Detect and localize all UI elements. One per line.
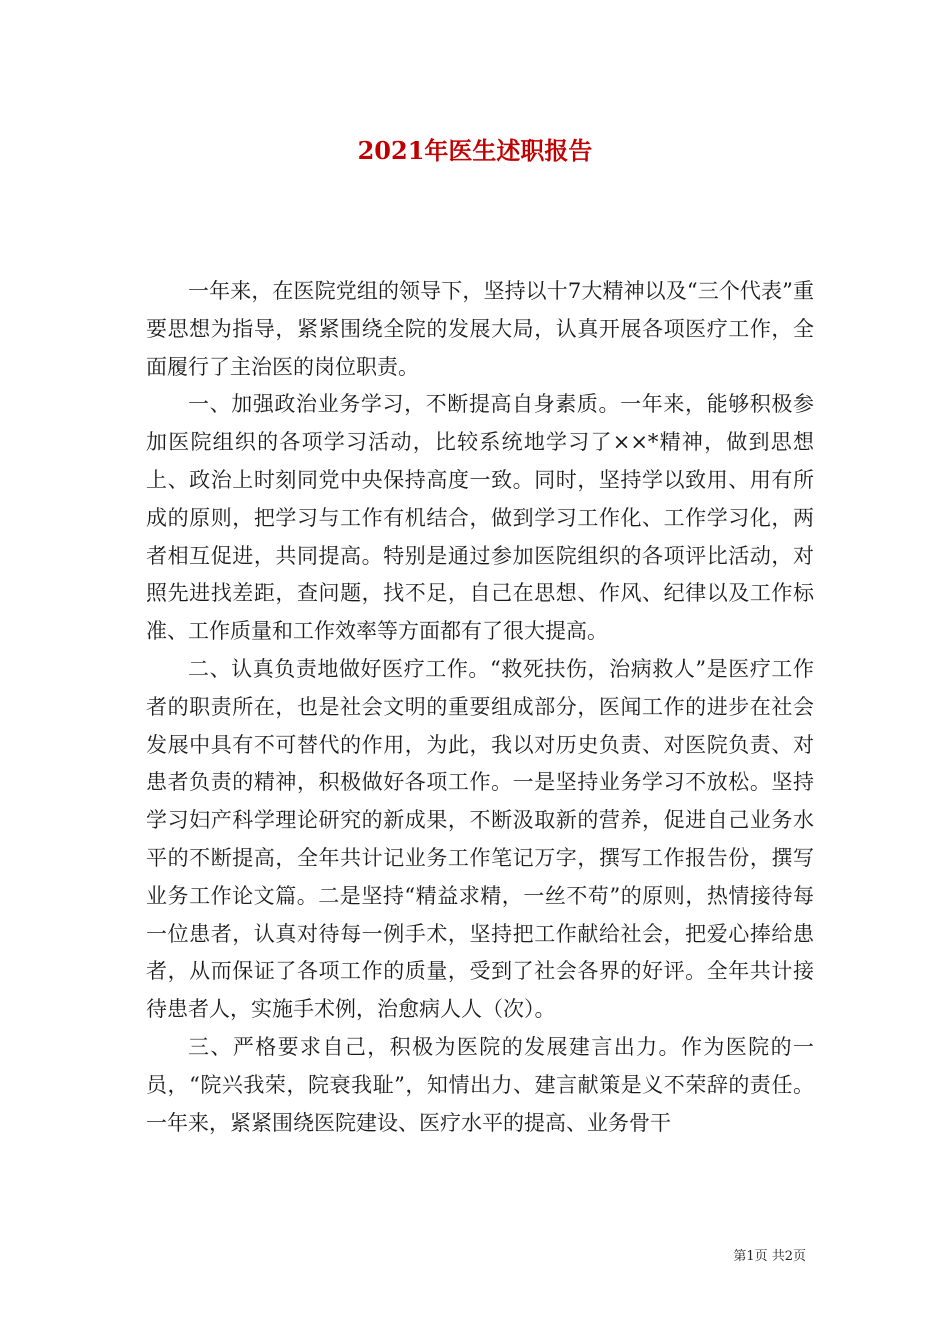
paragraph-intro: 一年来，在医院党组的领导下，坚持以十7大精神以及“三个代表”重要思想为指导，紧紧围绕全院的发展大局，认真开展各项医疗工作，全面履行了主治医的岗位职责。 [146, 279, 814, 379]
document-title: 2021年医生述职报告 [357, 136, 593, 165]
paragraph-section-3: 三、严格要求自己，积极为医院的发展建言出力。作为医院的一员，“院兴我荣，院衰我耻”，知情出力、建言献策是义不荣辞的责任。一年来，紧紧围绕医院建设、医疗水平的提高、业务骨干 [146, 1034, 814, 1135]
paragraph-section-2: 二、认真负责地做好医疗工作。“救死扶伤，治病救人”是医疗工作者的职责所在，也是社会文明的重要组成部分，医闻工作的进步在社会发展中具有不可替代的作用，为此，我以对历史负责、对医院负责、对患者负责的精神，积极做好各项工作。一是坚持业务学习不放松。坚持学习妇产科学理论研究的新成果，不断汲取新的营养，促进自己业务水平的不断提高，全年共计记业务工作笔记万字，撰写工作报告份，撰写业务工作论文篇。二是坚持“精益求精，一丝不苟”的原则，热情接待每一位患者，认真对待每一例手术，坚持把工作献给社会，把爱心捧给患者，从而保证了各项工作的质量，受到了社会各界的好评。全年共计接待患者人，实施手术例，治愈病人人（次）。 [146, 656, 814, 1022]
document-body [146, 273, 814, 1142]
paragraph-section-1: 一、加强政治业务学习，不断提高自身素质。一年来，能够积极参加医院组织的各项学习活动，比较系统地学习了××*精神，做到思想上、政治上时刻同党中央保持高度一致。同时，坚持学以致用、用有所成的原则，把学习与工作有机结合，做到学习工作化、工作学习化，两者相互促进，共同提高。特别是通过参加医院组织的各项评比活动，对照先进找差距，查问题，找不足，自己在思想、作风、纪律以及工作标准、工作质量和工作效率等方面都有了很大提高。 [146, 392, 814, 644]
page-number-footer: 第1页 共2页 [733, 1249, 806, 1264]
